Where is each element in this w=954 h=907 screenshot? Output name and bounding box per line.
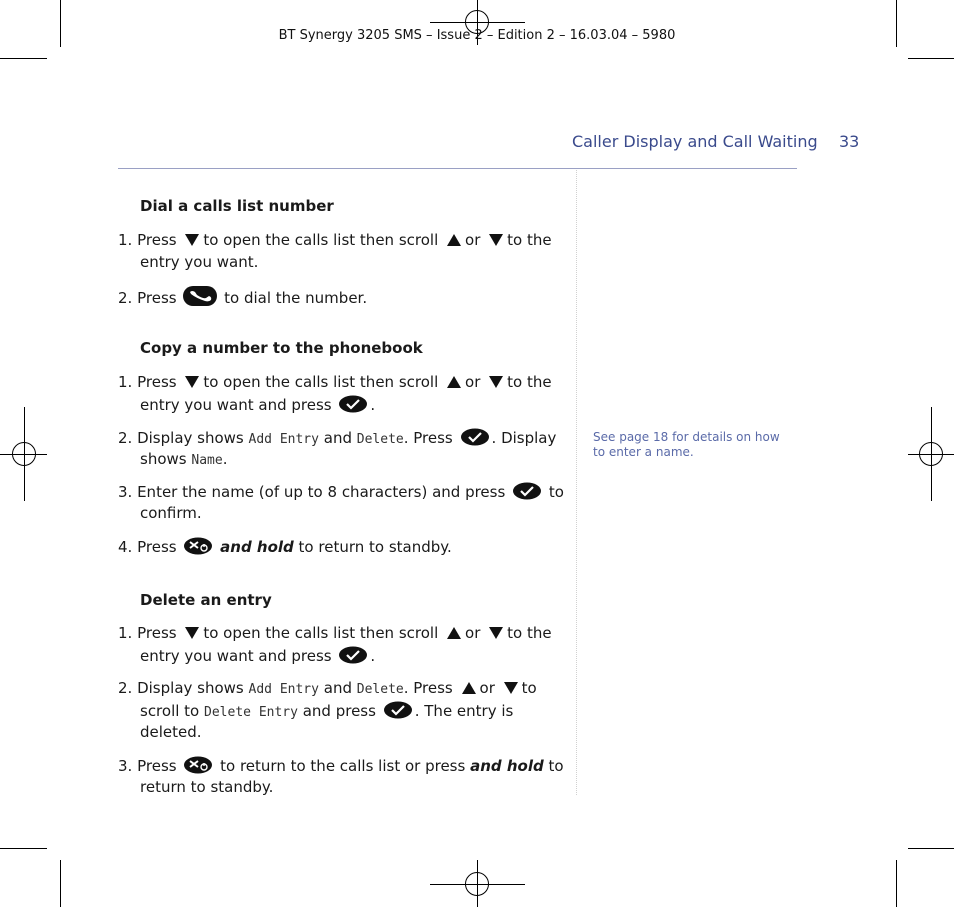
- crop-mark: [0, 58, 47, 59]
- display-text: Delete: [356, 682, 404, 697]
- document-info: BT Synergy 3205 SMS – Issue 2 – Edition 2 – 16.03.04 – 5980: [278, 28, 676, 43]
- ok-check-icon: [338, 646, 368, 664]
- ok-check-icon: [512, 482, 542, 500]
- copy-step-2-cont: shows Name.: [140, 450, 228, 468]
- delete-step-2: 2. Display shows Add Entry and Delete. Press or to: [118, 679, 537, 697]
- delete-step-3: 3. Press to return to the calls list or press and hold to: [118, 757, 564, 775]
- delete-step-3-cont: return to standby.: [140, 778, 274, 796]
- running-title: Caller Display and Call Waiting: [572, 132, 818, 151]
- delete-step-1: 1. Press to open the calls list then scroll or to the: [118, 624, 552, 642]
- scroll-down-icon: [502, 680, 520, 696]
- scroll-up-icon: [460, 680, 478, 696]
- side-note: See page 18 for details on how to enter a name.: [593, 430, 780, 459]
- step-text: Press: [137, 231, 177, 249]
- copy-step-1: 1. Press to open the calls list then scroll or to the: [118, 373, 552, 391]
- step-number: 1.: [118, 231, 133, 249]
- display-text: Name: [191, 453, 223, 468]
- crop-mark: [908, 848, 954, 849]
- delete-step-2-cont2: deleted.: [140, 723, 202, 741]
- scroll-up-icon: [445, 232, 463, 248]
- section-title-copy: Copy a number to the phonebook: [140, 339, 423, 357]
- scroll-up-icon: [445, 374, 463, 390]
- display-text: Delete: [356, 432, 404, 447]
- talk-handset-icon: [183, 286, 217, 306]
- ok-check-icon: [460, 428, 490, 446]
- header-rule: [118, 168, 797, 169]
- scroll-down-icon: [487, 232, 505, 248]
- scroll-down-icon: [183, 625, 201, 641]
- delete-step-1-cont: entry you want and press .: [140, 647, 376, 665]
- crop-mark: [60, 860, 61, 907]
- section-title-dial: Dial a calls list number: [140, 197, 334, 215]
- registration-mark-right: [919, 442, 943, 466]
- crop-mark: [896, 860, 897, 907]
- crop-mark: [0, 848, 47, 849]
- copy-step-4: 4. Press and hold to return to standby.: [118, 538, 452, 556]
- dial-step-1-cont: entry you want.: [140, 253, 259, 271]
- ok-check-icon: [338, 395, 368, 413]
- display-text: Add Entry: [248, 432, 319, 447]
- registration-mark-bottom: [465, 872, 489, 896]
- registration-mark-left: [12, 442, 36, 466]
- end-call-icon: [183, 756, 213, 774]
- crop-mark: [908, 58, 954, 59]
- display-text: Add Entry: [248, 682, 319, 697]
- copy-step-2: 2. Display shows Add Entry and Delete. Press . Display: [118, 429, 557, 447]
- scroll-up-icon: [445, 625, 463, 641]
- delete-step-2-cont: scroll to Delete Entry and press . The entry is: [140, 702, 514, 720]
- end-call-icon: [183, 537, 213, 555]
- column-divider: [576, 170, 577, 795]
- scroll-down-icon: [183, 232, 201, 248]
- scroll-down-icon: [183, 374, 201, 390]
- display-text: Delete Entry: [204, 705, 298, 720]
- copy-step-3-cont: confirm.: [140, 504, 202, 522]
- ok-check-icon: [383, 701, 413, 719]
- scroll-down-icon: [487, 625, 505, 641]
- dial-step-2: 2. Press to dial the number.: [118, 286, 367, 307]
- dial-step-1: 1. Press to open the calls list then scroll or to the: [118, 231, 552, 249]
- copy-step-1-cont: entry you want and press .: [140, 396, 376, 414]
- copy-step-3: 3. Enter the name (of up to 8 characters) and press to: [118, 483, 564, 501]
- section-title-delete: Delete an entry: [140, 591, 272, 609]
- scroll-down-icon: [487, 374, 505, 390]
- page-number: 33: [839, 132, 860, 151]
